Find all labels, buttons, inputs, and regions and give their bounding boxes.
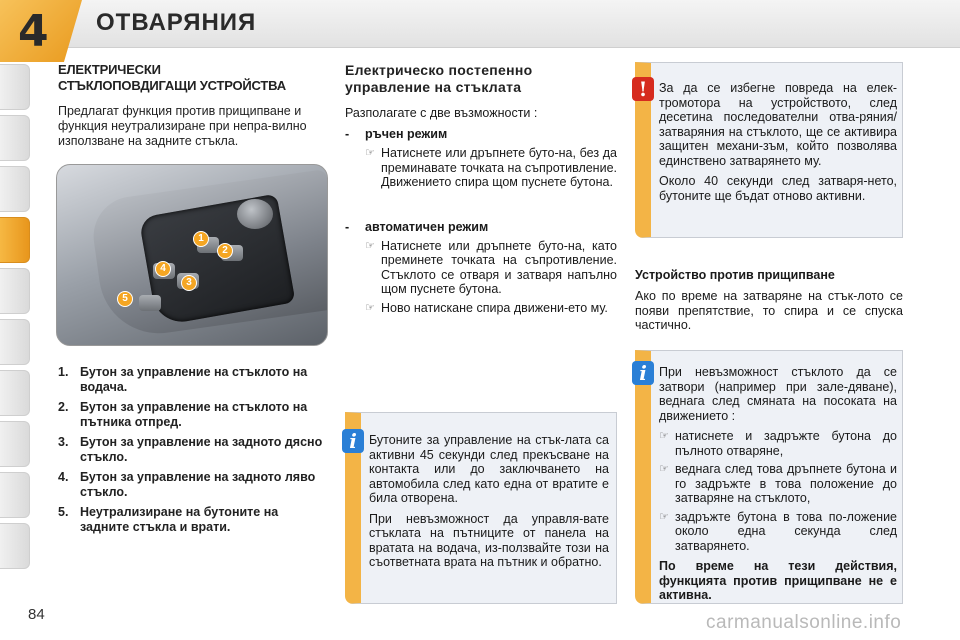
list-item <box>58 400 328 430</box>
item-text: Неутрализиране на бутоните на задните стъкла и врати. <box>80 505 279 534</box>
list-item <box>659 429 897 458</box>
callout-1: 1 <box>193 231 209 247</box>
side-tab-8[interactable] <box>0 421 30 467</box>
item-number: 3. <box>58 435 69 449</box>
info-icon: i <box>342 429 364 453</box>
side-tab-4-active[interactable] <box>0 217 30 263</box>
section-intro: Разполагате с две възможности : <box>345 106 538 120</box>
info-box-activation <box>345 412 617 604</box>
list-item <box>58 470 328 500</box>
column-progressive-control <box>345 62 617 315</box>
paragraph: За да се избегне повреда на елек-тромотора на устройството, след десетина последователни отва-ряния/затваряния на стъклото, ще се активира защитен механи-зъм, който позволява единствено затварянето му. <box>659 81 897 168</box>
pointing-hand-icon: ☞ <box>659 510 669 523</box>
list-item <box>58 365 328 395</box>
side-tab-5[interactable] <box>0 268 30 314</box>
dash: - <box>345 219 350 234</box>
chapter-title: ОТВАРЯНИЯ <box>96 9 257 36</box>
info-box-text <box>369 433 609 570</box>
info-icon: i <box>632 361 654 385</box>
pointing-hand-icon: ☞ <box>659 430 669 442</box>
side-tab-7[interactable] <box>0 370 30 416</box>
heading-line-2: СТЪКЛОПОВДИГАЩИ УСТРОЙСТВА <box>58 78 286 93</box>
info-box-reinitialise <box>635 350 903 604</box>
list-item <box>365 146 617 190</box>
list-item <box>365 239 617 297</box>
paragraph: При невъзможност стъклото да се затвори (например при зале-дяване), веднага след смяната на посоката на движението : <box>659 365 897 423</box>
heading-line-1: Електрическо постепенно <box>345 62 533 78</box>
section-text: Ако по време на затваряне на стък-лото се появи препятствие, то спира и се спуска частично. <box>635 289 903 332</box>
pointing-hand-icon: ☞ <box>365 147 375 159</box>
list-item <box>58 435 328 465</box>
callout-4: 4 <box>155 261 171 277</box>
door-switch-photo <box>56 164 328 346</box>
side-tab-3[interactable] <box>0 166 30 212</box>
section-heading <box>345 62 617 96</box>
bullet-text: веднага след това дръпнете бутона и го задръжте в това положение до затваряне на стъклото, <box>675 462 897 505</box>
heading-line-2: управление на стъклата <box>345 79 522 95</box>
section-heading: Устройство против прищипване <box>635 268 835 282</box>
manual-mode <box>345 127 617 190</box>
list-item <box>659 510 897 554</box>
bullet-text: задръжте бутона в това по-ложение около една секунда след затварянето. <box>675 509 897 553</box>
heading-line-1: ЕЛЕКТРИЧЕСКИ <box>58 62 161 77</box>
mode-heading <box>345 220 617 235</box>
bullet-text: Ново натискане спира движени-ето му. <box>381 300 608 315</box>
side-tab-9[interactable] <box>0 472 30 518</box>
warning-box-text <box>659 81 897 203</box>
paragraph: Бутоните за управление на стък-лата са активни 45 секунди след прекъсване на контакта или до заключването на автомобила след като една от вратите е била отворена. <box>369 433 609 505</box>
watermark: carmanualsonline.info <box>706 612 902 633</box>
chapter-number: 4 <box>18 6 49 57</box>
side-tab-1[interactable] <box>0 64 30 110</box>
info-box-text <box>659 365 897 603</box>
side-tab-2[interactable] <box>0 115 30 161</box>
list-item <box>659 462 897 506</box>
automatic-mode <box>345 220 617 316</box>
mode-title: ръчен режим <box>365 127 448 141</box>
item-text: Бутон за управление на задното ляво стъкло. <box>80 470 316 499</box>
paragraph: При невъзможност да управля-вате стъклата на пътниците от панела на вратата на водача, из-ползвайте този на съответната врата на пътник и обратно. <box>369 511 609 569</box>
item-number: 2. <box>58 400 69 414</box>
callout-3: 3 <box>181 275 197 291</box>
item-number: 4. <box>58 470 69 484</box>
item-text: Бутон за управление на стъклото на водача. <box>80 365 308 394</box>
side-tab-10[interactable] <box>0 523 30 569</box>
chapter-side-tabs <box>0 64 34 574</box>
item-text: Бутон за управление на стъклото на пътника отпред. <box>80 400 308 429</box>
warning-icon: ! <box>632 77 654 101</box>
bullet-text: Натиснете или дръпнете буто-на, без да преминавате точката на съпротивление. Движението спира щом пуснете бутона. <box>381 146 617 189</box>
bullet-text: Натиснете или дръпнете буто-на, като преминете точката на съпротивление. Стъклото се отваря и затваря напълно щом пуснете бутона. <box>381 238 617 296</box>
callout-2: 2 <box>217 243 233 259</box>
anti-pinch-section <box>635 268 903 333</box>
warning-box-motor-protection <box>635 62 903 238</box>
item-number: 5. <box>58 505 69 519</box>
mode-heading <box>345 127 617 142</box>
callout-5: 5 <box>117 291 133 307</box>
list-item <box>365 301 617 316</box>
item-number: 1. <box>58 365 69 379</box>
closing-note: По време на тези действия, функцията против прищипване не е активна. <box>659 559 897 602</box>
button-legend-list <box>58 365 328 540</box>
switch-5 <box>139 295 161 311</box>
bullet-text: натиснете и задръжте бутона до пълното отваряне, <box>675 429 897 458</box>
pointing-hand-icon: ☞ <box>365 301 375 314</box>
paragraph: Около 40 секунди след затваря-нето, бутоните ще бъдат отново активни. <box>659 174 897 203</box>
mirror-control-knob <box>237 199 273 229</box>
section-heading <box>58 62 328 94</box>
mode-title: автоматичен режим <box>365 219 489 234</box>
list-item <box>58 505 328 535</box>
dash: - <box>345 127 350 141</box>
pointing-hand-icon: ☞ <box>365 239 375 252</box>
item-text: Бутон за управление на задното дясно стъкло. <box>80 435 323 464</box>
side-tab-6[interactable] <box>0 319 30 365</box>
pointing-hand-icon: ☞ <box>659 463 669 475</box>
page-number: 84 <box>28 606 45 623</box>
column-electric-windows <box>58 62 328 149</box>
section-intro: Предлагат функция против прищипване и функция неутрализиране при непра-вилно използване на задните стъкла. <box>58 104 307 148</box>
